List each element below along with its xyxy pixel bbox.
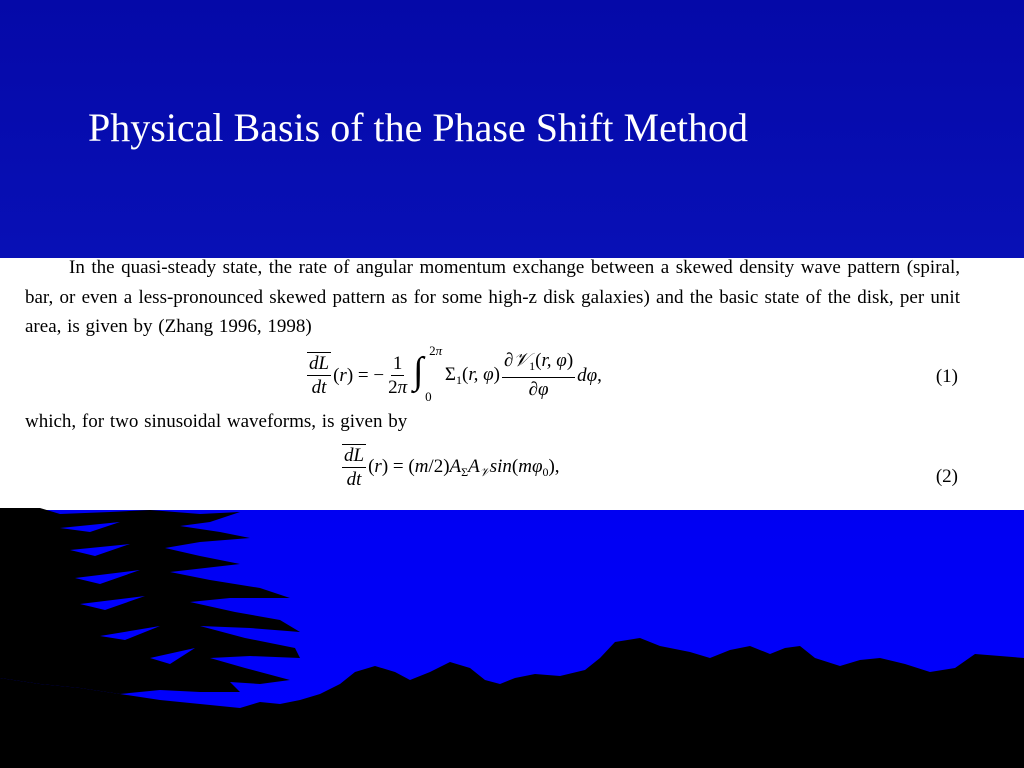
tree-silhouette: [0, 508, 1024, 768]
eq1-one-over-two-pi: $\frac{1}{2\pi}$: [388, 352, 408, 398]
equation-1: [0, 344, 1024, 414]
eq2-dl-dt: $\frac{dL}{dt}$: [344, 445, 365, 490]
bridge-text: which, for two sinusoidal waveforms, is given by: [25, 411, 408, 432]
equation-2: [0, 444, 1024, 514]
equation-1-body: $\frac{dL}{dt}$ (r) = − $\frac{1}{2\pi}$ ∫ 2π 0 $\Sigma_1(r$, φ) $\frac{\partial 𝒱_1(r, \varphi)}{\partial\varphi}$ dφ,: [309, 343, 602, 404]
equation-1-number: (1): [935, 366, 958, 387]
eq1-dl-dt: $\frac{dL}{dt}$: [309, 353, 330, 398]
slide-title: Physical Basis of the Phase Shift Method: [88, 105, 748, 150]
paragraph-text: In the quasi-steady state, the rate of angular momentum exchange between a skewed density wave pattern (spiral, bar, or even a less-pronounced skewed pattern as for some high-z disk galaxies) and the basic state of the disk, per unit area, is given by (Zhang 1996, 1998): [25, 257, 960, 337]
equation-2-body: $\frac{dL}{dt}$ $(r) = (m/2)A_\Sigma A_𝒱\sin(m\varphi_0)$,: [344, 445, 560, 490]
paper-excerpt: [0, 258, 1024, 510]
integral-sign: ∫ 2π 0: [413, 343, 443, 404]
equation-2-number: (2): [935, 466, 958, 487]
tree-trunk: [0, 508, 300, 694]
eq1-partial-v: $\frac{\partial 𝒱_1(r, \varphi)}{\partial\varphi}$: [503, 350, 574, 400]
excerpt-paragraph: [25, 253, 960, 342]
